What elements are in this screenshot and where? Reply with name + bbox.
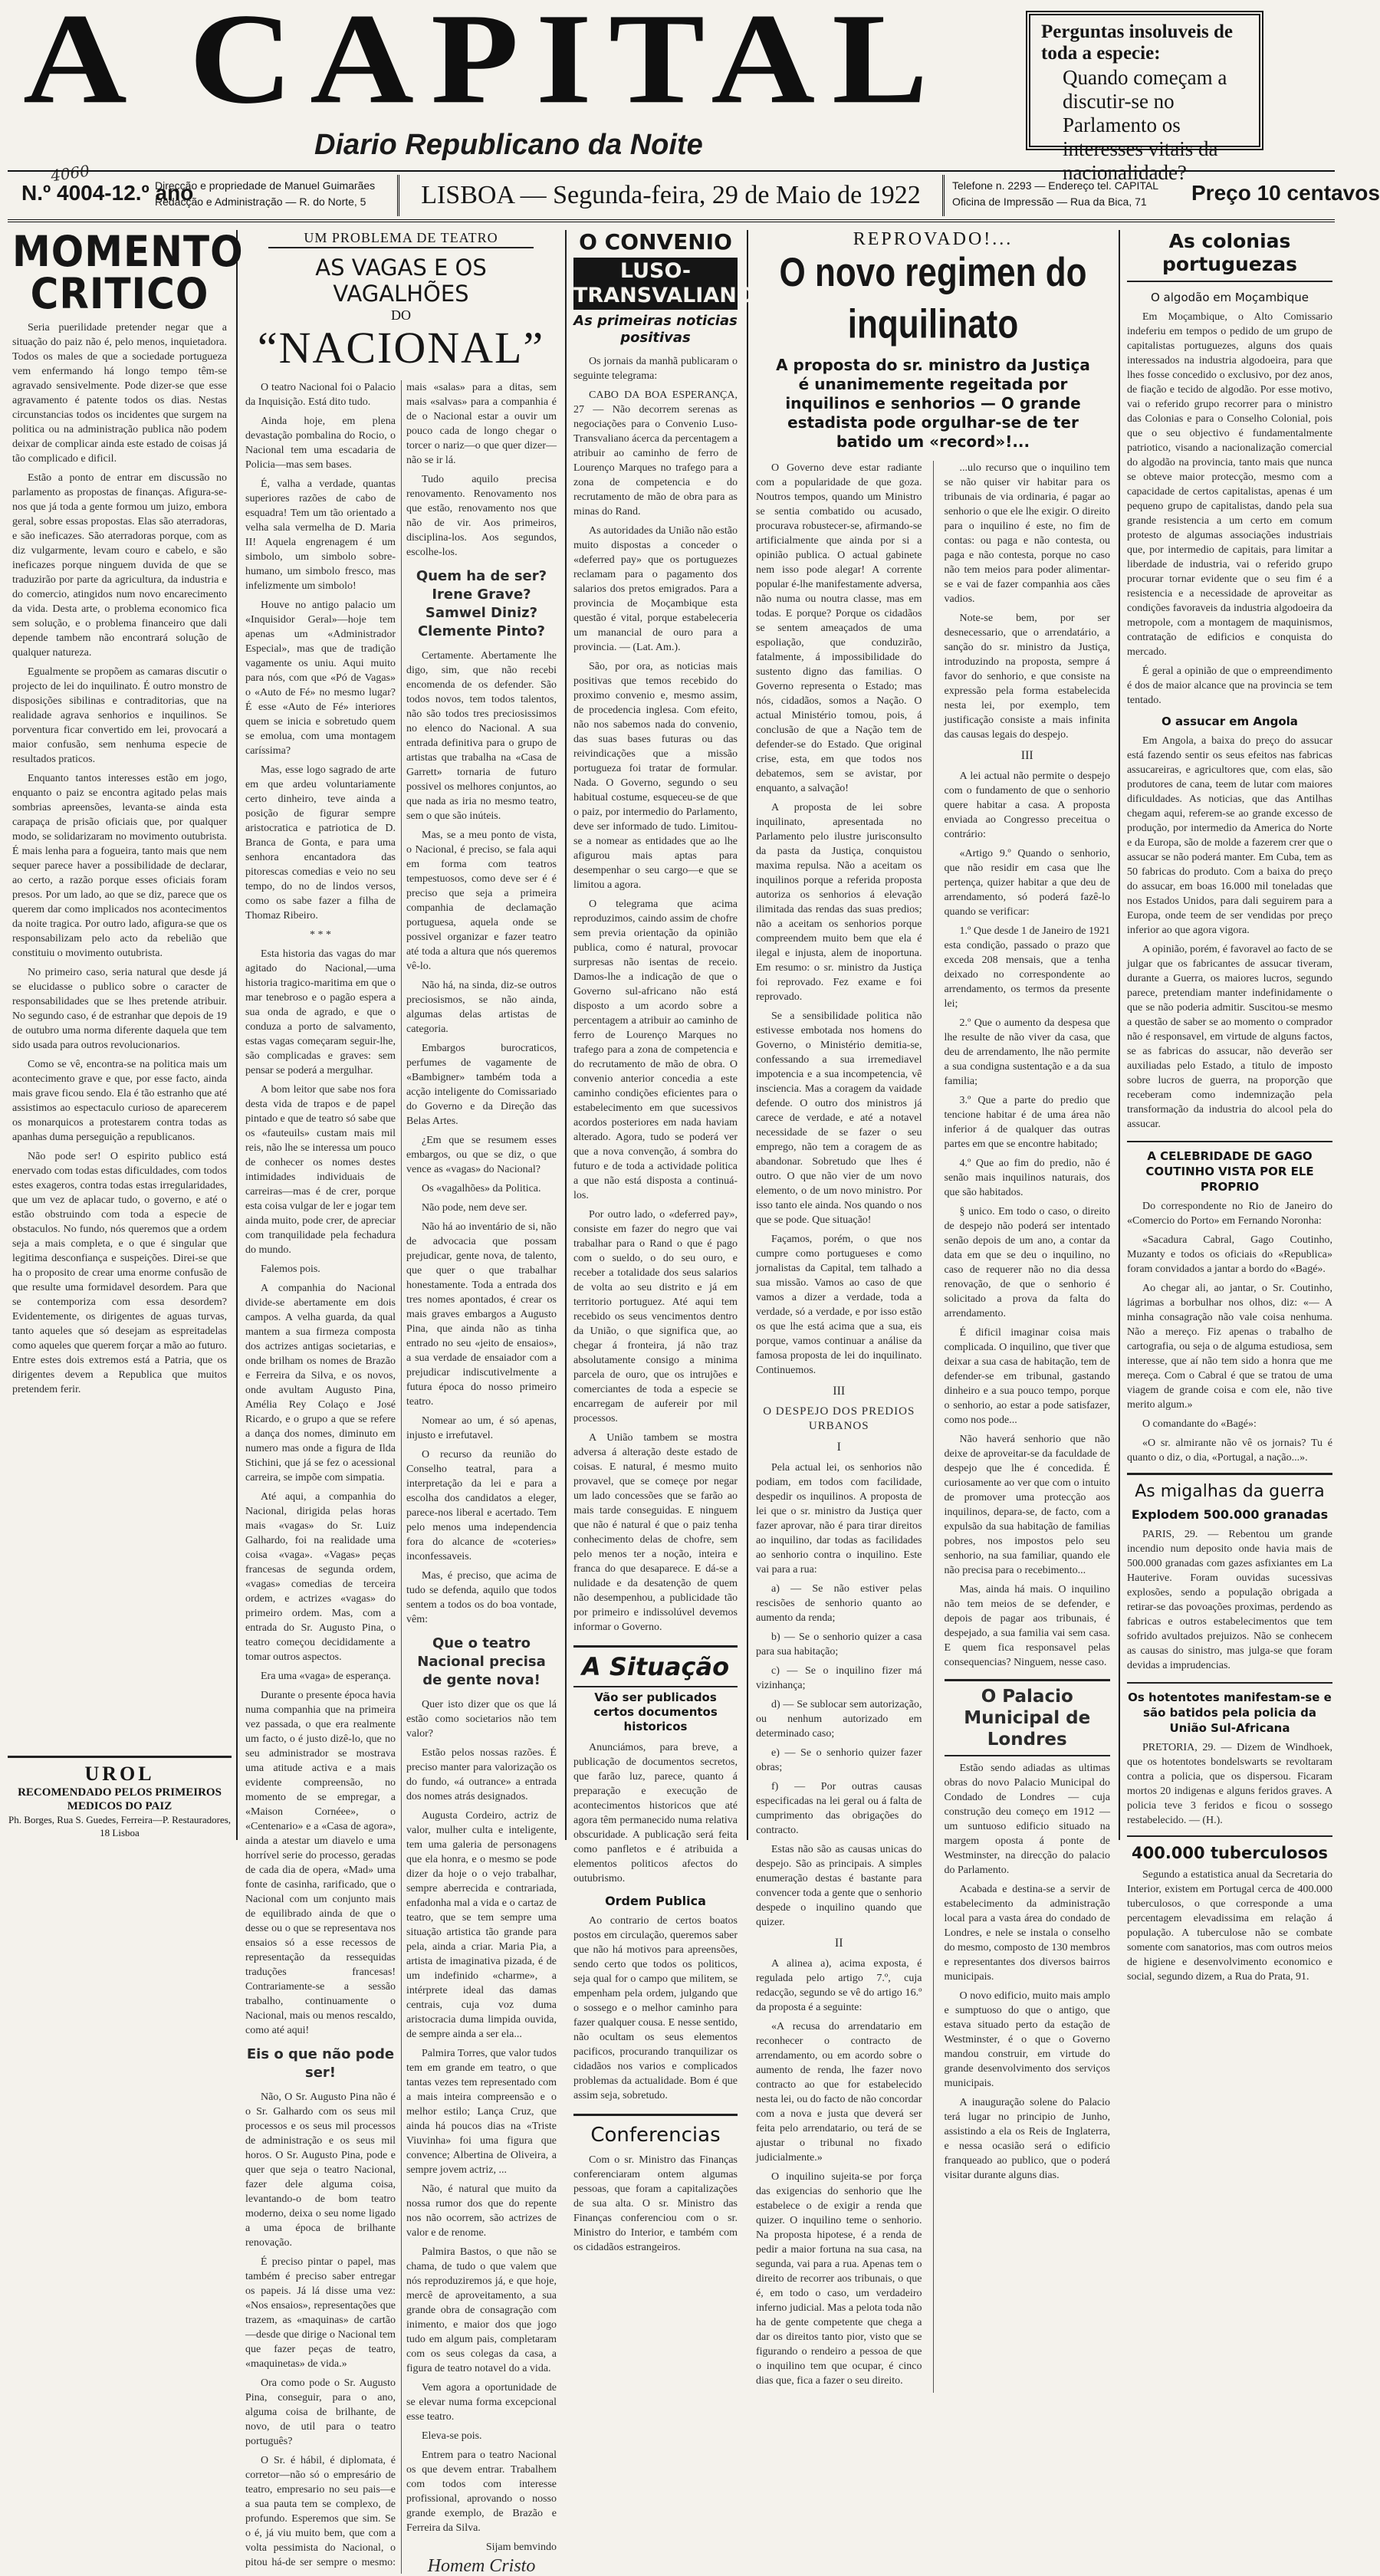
paragraph: Se a sensibilidade politica não estivesse embotada nos homens do Governo, o Ministério demitia-se, confessando a sua irremediavel impotencia e a sua incompetencia, vê insciencia. Mas a coragem da vaidade defende. O outro dos ministros já carece de verdade, e até a notavel necessidade de se fazer o seu emprego, não tem a coragem de as abandonar. Sobretudo que lhes é outro. O que não vier de um novo elemento, o de um novo ministro. Por isso tanto ele ainda. Nos quando o nos que se pode. Que situação! xyxy=(756,1010,922,1226)
article-body xyxy=(573,1914,738,2103)
paragraph: Houve no antigo palacio um «Inquisidor Geral»—hoje tem apenas um «Administrador Especial», mas que de tradição vagamente os uniu. Aqui muito para nós, com que «Pó de Vagas» o «Auto de Fé» no mesmo lugar? É esse «Auto de Fé» interiores quem se inicia e sobretudo quem se emolua, com uma montagem caríssima? xyxy=(245,600,396,757)
paragraph: Segundo a estatistica anual da Secretaria do Interior, existem em Portugal cerca de 400.000 tuberculosos, o que corresponde a uma percentagem elevadissima em relação á população. A tuberculose não se combate somente com sanatorios, mas com outros meios de higiene e desenvolvimento economico e social, segundo dizem, a Rua do Prata, 91. xyxy=(1127,1869,1332,1983)
paragraph: Certamente. Abertamente lhe digo, sim, que não recebi encomenda de os defender. São todos novos, tem todos talentos, não são todos tres preciosissimos no elenco do Nacional. A sua entrada definitiva para o grupo de artistas que trabalha na «Casa de Garrett» tornaria de futuro possivel os melhores conjuntos, ao que nada as iria no mesmo teatro, sem o que são inúteis. xyxy=(406,650,557,822)
paragraph: Ora como pode o Sr. Augusto Pina, conseguir, para o ano, alguma coisa de brilhante, de novo, de util para o teatro português? xyxy=(245,2377,396,2447)
column-rule xyxy=(236,230,238,1840)
paragraph: d) — Se sublocar sem autorização, ou nenhum autorizado em determinado caso; xyxy=(756,1699,922,1740)
price: Preço 10 centavos xyxy=(1191,181,1380,205)
inner-rule xyxy=(933,461,934,2393)
paragraph: Mas, é preciso, que acima de tudo se defenda, aquilo que todos sentem a todos os do boa vontade, vêm: xyxy=(406,1570,557,1625)
paragraph: Por outro lado, o «deferred pay», consiste em fazer do negro que vai trabalhar para o Rand o que é pago com o sueldo, o do seu ouro, e receber a totalidade dos seus salarios de volta ao seu distrito e já em territorio portuguez. Até aqui tem recebido os seus vencimentos dentro da União, o que significa que, ao chegar á fronteira, já não traz absolutamente consigo a minima parcela de ouro, que os intrujões e comerciantes de toda a especie se encarregam de aufereir por mil processos. xyxy=(573,1209,738,1424)
paragraph: a) — Se não estiver pelas rescisões de senhorio quanto ao aumento da renda; xyxy=(756,1583,922,1624)
paragraph: Estão pelos nossas razões. É preciso manter para valorização os do fundo, «á outrance» a entrada dos nomes atrás designados. xyxy=(406,1747,557,1802)
paragraph: Estas não são as causas unicas do despejo. São as principais. A simples enumeração destas é bastante para convencer toda a gente que o senhorio despede o inquilino quando que quizer. xyxy=(756,1844,922,1928)
paragraph: A proposta de lei sobre inquilinato, apresentada no Parlamento pelo ilustre jurisconsulto da pasta da Justiça, conquistou maxima repulsa. Não a aceitam os inquilinos porque a referida proposta autoriza os senhorios á elevação ilimitada das rendas das suas predios; não a aceitam os senhorios porque compreendem muito bem que ela é ilegal e injusta, alem de inoportuna. Em resumo: o sr. ministro da Justiça foi reprovado. Fez exame e foi reprovado. xyxy=(756,802,922,1003)
paragraph: ¿Em que se resumem esses embargos, ou que se diz, o que vence as «vagas» do Nacional? xyxy=(406,1135,557,1175)
subheading-documentos: Vão ser publicados certos documentos historicos xyxy=(593,1691,718,1733)
paragraph: O teatro Nacional foi o Palacio da Inquisição. Está dito tudo. xyxy=(245,382,396,408)
ad-address: Ph. Borges, Rua S. Guedes, Ferreira—P. Restauradores, 18 Lisboa xyxy=(8,1814,232,1838)
article-body xyxy=(1127,1199,1332,1465)
paragraph: Entrem para o teatro Nacional os que devem entrar. Trabalhem com todos com interesse profissional, aprovando o nosso grande exemplo, de Brazão e Ferreira da Silva. xyxy=(406,2450,557,2534)
owner-line: Direcção e propriedade de Manuel Guimarães xyxy=(155,179,376,192)
paragraph: O recurso da reunião do Conselho teatral, para a interpretação da lei e para a escolha dos candidatos a eleger, parece-nos liberal e acertado. Tem pelo menos uma independencia fora do alcance de «coteries» inconfessaveis. xyxy=(406,1449,557,1562)
paragraph: e) — Se o senhorio quizer fazer obras; xyxy=(756,1747,922,1773)
subheading: Quem ha de ser? Irene Grave? Samwel Diniz? Clemente Pinto? xyxy=(416,568,547,639)
paragraph: O Governo deve estar radiante com a popularidade de que goza. Noutros tempos, quando um Ministro se sentia combatido ou acusado, procurava robustecer-se, afirmando-se artificialmente que ainda por si a opinião publica. O actual gabinete nem isso pode alegar! A corrente popular é-lhe manifestamente adversa, não numa ou noutra classe, mas em todas. E porque? Porque os cidadãos se sentem ameaçados de uma espoliação, que conduzirão, fatalmente, á impossibilidade do sustento digno das familias. O Governo representa o Estado; mas nós, cidadãos, somos a Nação. O actual Ministério tomou, pois, á conclusão de que a Nação tem de defender-se do Estado. Que original crise, esta, em que todos nos debatemos, sem se avistar, por enquanto, a salvação! xyxy=(756,462,922,794)
article-body xyxy=(1127,734,1332,1132)
headline-situacao: A Situação xyxy=(573,1645,738,1687)
paragraph: PARIS, 29. — Rebentou um grande incendio num deposito onde havia mais de 500.000 granadas com gazes asfixiantes em La Hauterive. Foram ouvidas sucessivas explosões, sendo a população obrigada a retirar-se das povoações proximas, perdendo as fabricas e outros estabelecimentos que tem sofrido avultados prejuizos. Não se conhecem as causas do sinistro, mas julga-se que foram devidas a imprudencias. xyxy=(1127,1529,1332,1671)
paragraph: Não pode ser! O espirito publico está enervado com todas estas dificuldades, com todos estes exageros, contra todas estas irregularidades, que um vez de aplacar tudo, o governo, e até o estão obstruindo com toda a especie de obstaculos. No fundo, nós queremos que a ordem seja a mais completa, e o que é singular que legitima desconfiança e suspeições. Direi-se que ha o proposito de crear uma enorme confusão de que resulte uma formidavel desordem. Para que se contemporiza com essa desordem? Evidentemente, os dirigentes de aguas turvas, tanto aqueles que só desejam as espreitadelas como aqueles que querem forçar a mão ao futuro. Entre estes dois extremos está a Patria, que os dirigentes devem a Republica que muitos pretendem ferir. xyxy=(12,1151,227,1395)
headline-connector: DO xyxy=(391,307,411,323)
paragraph: Esta historia das vagas do mar agitado do Nacional,—uma historia tragico-maritima em que o mar tenebroso e o pagão espera a sua onda de agrado, e que o conduza a porto de salvamento, estas vagas começaram seguir-lhe, são complicadas e graves: sem pensar se poderá a mergulhar. xyxy=(245,948,396,1076)
paragraph: 3.º Que a parte do predio que tencione habitar é de uma área não inferior á de qualquer das outras partes em que se encontre habitado; xyxy=(944,1095,1110,1150)
paragraph: O Sr. é hábil, é diplomata, é corretor—não só o empresário de teatro, empresario no seu pais—e a sua pauta tem se complexo, de profundo. Esperemos que sim. Se o é, já viu muito bem, que com a volta pessimista do Nacional, o pitou há-de ser sempre o mesmo: mais «salas» para a ditas, sem mais «salvas» para a companhia é de o Nacional estar a ouvir um pouco cada de longo chegar o torcer o nariz—o que quer dizer—não se ir lá. xyxy=(245,382,557,2568)
paragraph: c) — Se o inquilino fizer má vizinhança; xyxy=(756,1665,922,1691)
paragraph: Estão sendo adiadas as ultimas obras do novo Palacio Municipal do Condado de Londres — cuja construção deu começo em 1912 — um suntuoso edificio situado na margem oposta á ponte de Westminster, na direcção do palacio do Parlamento. xyxy=(944,1763,1110,1876)
paragraph: É geral a opinião de que o empreendimento é dos de maior alcance que na provincia se tem tentado. xyxy=(1127,665,1332,706)
subheading-algodao: O algodão em Moçambique xyxy=(1150,291,1309,304)
paragraph: Não há ao inventário de si, não de advocacia que possam prejudicar, gente nova, de talento, que quer o que trabalhar honestamente. Toda a entrada dos tres nomes apontados, é crear os mais graves embargos a Augusto Pina, que ainda não as tinha entrado no seu «jeito de ensaios», a sua verdade de ensaiador com a prejudicar indiscutivelmente a futura época do nosso primeiro teatro. xyxy=(406,1221,557,1408)
question-box-text: Quando começam a discutir-se no Parlamento os interesses vitais da nacionalidade? xyxy=(1063,66,1227,184)
paragraph: Mas, esse logo sagrado de arte em que ardeu voluntariamente certo dinheiro, teve ainda a posição de figurar sempre aristocratica e patriotica de D. Branca de Gonta, e para uma senhora encantadora das pitorescas comedias e veio no seu tempo, do no de lindos versos, como os sabe fazer a filha de Thomaz Ribeiro. xyxy=(245,764,396,922)
paragraph: Os jornais da manhã publicaram o seguinte telegrama: xyxy=(573,356,738,382)
date-line: LISBOA — Segunda-feira, 29 de Maio de 1922 xyxy=(397,175,945,216)
phone-info xyxy=(952,178,1158,210)
section-number: II xyxy=(834,1937,843,1950)
article-body xyxy=(1127,310,1332,708)
column-rule xyxy=(1119,230,1120,1840)
paragraph: Durante o presente época havia numa companhia que na primeira vez passada, o que era realmente um facto, o é justo dizê-lo, que no seu administrador se mostrava uma atitude activa e a mais evidente compreensão, no momento de se empregar, a «Maison Cornéee», o «Centenario» e a «Casa de agora», ainda a atestar um diavelo e uma horrível serie do processo, geradas de cada dia de opera, «Mad» uma fonte de casinha, rarificado, que o Nacional com um conjunto mais de equilibrado ainda de que o desse ou o que se representava nos ensaios só a esse recessos de representação da ressequidas traduções francesas! Contrariamente-se a sessão trabalho, continuamente o Nacional, mais ou menos rescaldo, como até aqui! xyxy=(245,1690,396,2036)
paragraph: As autoridades da União não estão muito dispostas a conceder o «deferred pay» que os portuguezes reclamam para o pagamento dos salarios dos pretos emigrados. Para a provincia de Moçambique esta questão é vital, porque estabeleceria um manancial de ouro para a provincia. — (Lat. Am.). xyxy=(573,525,738,653)
paragraph: A lei actual não permite o despejo com o fundamento de que o senhorio quere habitar a casa. A proposta enviada ao Congresso preceitua o contrário: xyxy=(944,770,1110,840)
paragraph: f) — Por outras causas especificadas na lei geral ou á falta de cumprimento das obrigações do contracto. xyxy=(756,1781,922,1836)
urol-advertisement xyxy=(8,1756,232,1838)
article-body xyxy=(1127,1868,1332,1984)
article-body xyxy=(12,320,227,1397)
paragraph: Era uma «vaga» de esperança. xyxy=(261,1671,391,1682)
ad-recommendation: RECOMENDADO PELOS PRIMEIROS MEDICOS DO PAIZ xyxy=(18,1786,222,1812)
paragraph: São, por ora, as noticias mais positivas que temos recebido do proximo convenio e, mesmo assim, de procedencia inglesa. Com efeito, não nos sabemos nada do convenio, das suas bases futuras ou das reivindicações que a missão portugueza foi tratar de formular. Nada. O Governo, segundo o seu habitual costume, esqueceu-se de que o paiz, por intermedio do Parlamento, deve ser informado de tudo. Limitou-se a nomear as entidades que ao lhe afigurou mais aptas para desempenhar o seu cargo—e que se limitou a agora. xyxy=(573,661,738,891)
handwritten-number: 4060 xyxy=(49,161,91,186)
paragraph: O telegrama que acima reproduzimos, caindo assim de chofre sem previa orientação da opinião publica, como é natural, provocar surpresas não isentas de receio. Damos-lhe a indicação de que o Governo sul-africano não está disposto a um acordo sobre a percentagem a atribuir ao caminho de ferro de Lourenço Marques no trafego para a zona de competencia e do recrutamento de mão de obra. O convenio anterior concedia a este caminho condições eficientes para o estabelecimento em que sucessivos acordos posteriores em nada haviam alterado. Agora, tudo se poderá ver que a nova convenção, á sombra do futuro e de toda a actividade politica a que não está disposta a continuá-los. xyxy=(573,899,738,1201)
paragraph: PRETORIA, 29. — Dizem de Windhoek, que os hotentotes bondelswarts se revoltaram contra a policia, que os dispersou. Ficaram mortos 20 indigenas e alguns feridos graves. A policia teve 3 feridos e ficou o sossego restabelecido. — (H.). xyxy=(1127,1742,1332,1826)
paragraph: Mas, se a meu ponto de vista, o Nacional, é preciso, se fala aqui em forma com teatros tempestuosos, como deve ser é é preciso que seja a primeira companhia de declamação portuguesa, aquela onde se possivel organizar e fazer teatro até toda a altura que nós queremos vê-lo. xyxy=(406,830,557,972)
column-inquilinato xyxy=(751,229,1115,2387)
paragraph: Acabada e destina-se a servir de estabelecimento da administração local para a vasta área do condado de Londres, e nele se instala o conselho do mesmo, composto de 130 membros e representantes dos diversos bairros municipais. xyxy=(944,1884,1110,1983)
paragraph: b) — Se o senhorio quizer a casa para sua habitação; xyxy=(756,1631,922,1658)
subheading-gago-coutinho: A CELEBRIDADE DE GAGO COUTINHO VISTA POR ELE PROPRIO xyxy=(1127,1141,1332,1194)
headline-tuberculosos: 400.000 tuberculosos xyxy=(1127,1835,1332,1863)
paragraph: Tudo aquilo precisa renovamento. Renovamento nos que estão, renovamento nos que não de vir. Aos primeiros, disciplina-los. Aos segundos, escolhe-los. xyxy=(406,474,557,558)
paragraph: Enquanto tantos interesses estão em jogo, enquanto o paiz se encontra agitado pelas mais sombrias apreensões, levanta-se ainda esta carapaça de prisão oficiais que, por qualquer modo, se solidarizaram no movimento outubrista. É mais lenha para a fogueira, tanto mais que nem sequer parece haver a possibilidade de declarar, ao certo, a razão porque esses oficiais foram presos. Por um lado, ao que se diz, parece que os querem dar como implicados nos acontecimentos da noite tragica. Por outro lado, afigura-se que os responsabilizam pelo acto da rebelião que constituiu o movimento outubrista. xyxy=(12,773,227,959)
paragraph: ...ulo recurso que o inquilino tem se não quiser vir habitar para os tribunais de via ordinaria, é pagar ao senhorio o que ele lhe exigir. O direito para o inquilino é este, no fim de contas: ou paga e não contesta, ou paga e não contesta, porque no caso não tem meios para poder alimentar-se e vai de fazer companhia aos cães vadios. xyxy=(944,462,1110,605)
paragraph: O novo edificio, muito mais amplo e sumptuoso do que o antigo, que estava situado perto da estação de Westminster, é o que o Governo mandou construir, em virtude do grande desenvolvimento dos serviços municipais. xyxy=(944,1990,1110,2089)
newspaper-title: A CAPITAL xyxy=(23,0,945,131)
subheading: Eis o que não pode ser! xyxy=(246,2046,395,2081)
paragraph: Seria puerilidade pretender negar que a situação do paiz não é, pelo menos, inquietadora. Todos os males de que a sociedade portugueza vem enfermando há longo tempo têm-se agravado sensivelmente. Pode dizer-se que esse agravamento é patente todos os dias. Nestas circunstancias todos os incidentes que surgem na politica ou na administração publica não podem deixar de complicar ainda este estado de coisas já tão complicado e dificil. xyxy=(12,322,227,465)
section-number: III xyxy=(1020,749,1033,762)
paragraph: Não, é natural que muito da nossa rumor dos que do repente nos não ocorrem, são actrizes de valor e de renome. xyxy=(406,2183,557,2239)
headline-novo-regimen: O novo regimen do inquilinato xyxy=(779,250,1087,347)
paragraph: Estão a ponto de entrar em discussão no parlamento as propostas de finanças. Afigura-se-nos que já toda a gente formou um juizo, embora geral, sobre essas propostas. Elas são aterradoras, e são ineficazes. São aterradoras porque, com as diz vulgarmente, levam couro e cabelo, e são ineficazes porque ninguem duvida de que se traduzirão por parte da agricultura, da industria e do comercio, atingidos num novo encarecimento da vida. Desta arte, o problema economico fica sem solução, e o problema financeiro que dali depende tambem não encontrará solução de qualquer natureza. xyxy=(12,472,227,659)
deck-proposta: A proposta do sr. ministro da Justiça é unanimemente regeitada por inquilinos e senhorios — O grande estadista pode orgulhar-se de ter batido um «record»!... xyxy=(776,356,1090,451)
paragraph: Ao contrario de certos boatos postos em circulação, queremos saber que não há motivos para apreensões, sendo certo que todos os politicos, seja qual for o campo que militem, se empenham pela ordem, julgando que o sossego e o melhor caminho para fazer qualquer cousa. E nesse sentido, não ocultam os seus elementos pacificos, procurando tranquilizar os cidadãos nos varios e complicados problemas da actualidade. Bom é que assim seja, sobretudo. xyxy=(573,1915,738,2101)
two-column-body xyxy=(756,461,1110,2393)
paragraph: Anunciámos, para breve, a publicação de documentos secretos, que farão luz, parece, quanto á preparação e execução de acontecimentos historicos que até agora têm permanecido numa relativa obscuridade. A publicação será feita como panfletos e é atribuida a elementos politicos afectos do outubrismo. xyxy=(573,1742,738,1884)
section-number: III xyxy=(833,1385,846,1398)
phone-line: Telefone n. 2293 — Endereço tel. CAPITAL xyxy=(952,179,1159,192)
address-line: Redacção e Administração — R. do Norte, 5 xyxy=(155,196,366,208)
subheading-despejo: O DESPEJO DOS PREDIOS URBANOS xyxy=(763,1405,915,1432)
paragraph: Em Angola, a baixa do preço do assucar está fazendo sentir os seus efeitos nas fabricas assucareiras, e agricultores que, com elas, são produtores de cana, teem de lutar com maiores dificuldades. As noticias, que das Antilhas chegam aqui, referem-se ao grande excesso de produção, por intermedio da America do Norte e da Europa, são de molde a fazerem crer que o assucar se não poderá manter. Em Cuba, tem as 50 fabricas do produto. Com a baixa do preço do assucar, em boas 16.000 mil toneladas que nos Estados Unidos, para dali seguirem para a Europa, onde teem de ser vendidas por preço inferior ao que agora vigora. xyxy=(1127,735,1332,936)
paragraph: Façamos, porém, o que nos cumpre como portugueses e como jornalistas da Capital, tem talhado a sua missão. Vamos ao caso de que vamos a dizer a verdade, toda a verdade, só a verdade, e por isso estão os que lhe está acima que a sua, eis porque, vamos continuar a análise da famosa proposta de lei do inquilinato. Continuemos. xyxy=(756,1234,922,1376)
paragraph: O inquilino sujeita-se por força das exigencias do senhorio que lhe estabelece o de exigir a renda que quizer. O inquilino teme o senhorio. Na proposta hipotese, é a renda de pedir a maior fortuna na sua casa, na segunda, vai para a rua. Apenas tem o direito de recorrer aos tribunais, o que é, em todo o caso, um verdadeiro inferno judicial. Mas a pelota toda não ha de gente competente que chega a dar os direitos tanto pior, visto que se figurando o rendeiro a pessoa de que o inquilino tem que ocupar, é cinco dias que, fica a fazer o seu direito. xyxy=(756,2171,922,2387)
issue-number: N.º 4004-12.º ano xyxy=(21,181,194,205)
paragraph: Palmira Bastos, o que não se chama, de tudo o que valem que nós reproduziremos já, e que hoje, mercê de aproveitamento, a sua grande obra de consagração com inimento, e maior dos que jogo tudo em algum pais, completaram com os seus colegas da casa, a figura de teatro notavel do a vida. xyxy=(406,2246,557,2374)
article-body xyxy=(573,1740,738,1886)
article-body xyxy=(1127,1740,1332,1828)
paragraph: É preciso pintar o papel, mas também é preciso saber entregar os papeis. Já lá disse uma vez: «Nos ensaios», representações que trazem, as «maquinas» de cartão—desde que dirige o Nacional tem que fazer peças de teatro, «maquinetas» de vida.» xyxy=(245,2256,396,2370)
paragraph: No primeiro caso, seria natural que desde já se elucidasse o publico sobre o caracter de responsabilidades que se lhes pretende atribuir. No segundo caso, é de estranhar que depois de 19 de outubro uma norma diferente daquela que tem sido usada para outros revolucionarios. xyxy=(12,967,227,1051)
author-signature: Homem Cristo xyxy=(427,2556,536,2576)
headline-vagas: AS VAGAS E OS VAGALHÕES xyxy=(315,255,487,307)
paragraph: Ao chegar ali, ao jantar, o Sr. Coutinho, lágrimas a borbulhar nos olhos, diz: «— A minha consagração não vale coisa nenhuma. Não a mereço. Fiz apenas o trabalho de cartografia, ou seja o de alguma estudiosa, sem interesse, que aí não tem sido a honra que me mereça. Com o Cabral é que se tratou de uma viagem de grande coisa e com ele, não tive merito algum.» xyxy=(1127,1283,1332,1411)
paragraph: 1.º Que desde 1 de Janeiro de 1921 esta condição, passado o prazo que exceda 208 mensais, que a tenha deixado no correspondente ao arrendamento, os termos da presente lei; xyxy=(944,925,1110,1010)
info-bar xyxy=(8,170,1380,222)
headline-convenio: O CONVENIO xyxy=(579,229,732,255)
paragraph: Não haverá senhorio que não deixe de aproveitar-se da faculdade de despejo que lhe é concedida. É curiosamente ao ver que com o intuito de promover uma protecção aos inquilinos, depara-se, de facto, com a expulsão da sua habitação de familias pobres, nos impostos pelo seu senhorio, na sua familiar, quando ele não precisa para o recebimento... xyxy=(944,1434,1110,1576)
section-number: I xyxy=(836,1441,841,1454)
kicker-reprovado: REPROVADO!... xyxy=(853,229,1014,249)
paragraph: Egualmente se propõem as camaras discutir o projecto de lei do inquilinato. É outro monstro de disposições sibilinas e contraditorias, que na realidade agrava senhorios e inquilinos. Se porventura ficar convertido em lei, provocará a maior confusão, sem nenhuma especie de resultados praticos. xyxy=(12,666,227,765)
paragraph: É, valha a verdade, quantas superiores razões de cabo de esquadra! Tem um tão orientado a velha sala vermelha de D. Maria II! Aquela engrenagem é um simbolo, um simbolo sobre-humano, um simbolo fresco, mas infelizmente um simbolo! xyxy=(245,478,396,592)
masthead xyxy=(0,0,1380,209)
paragraph: Até aqui, a companhia do Nacional, dirigida pelas horas mais «vagas» do Sr. Luiz Galhardo, foi na realidade uma coisa «vaga». «Vagas» peças francesas de segunda ordem, «vagas» comedias de terceira ordem, e actrizes «vagas» do primeiro ordem. Mas, com a entrada do Sr. Augusto Pina, o teatro começou decididamente a tomar outros aspectos. xyxy=(245,1491,396,1663)
paragraph: 2.º Que o aumento da despesa que lhe resulte de não viver da casa, que deu de arrendamento, lhe não permite a sua condigna sustentação e a da sua familia; xyxy=(944,1017,1110,1087)
article-body xyxy=(1127,1527,1332,1673)
subheading-explodem: Explodem 500.000 granadas xyxy=(1131,1507,1329,1522)
paragraph: A bom leitor que sabe nos fora desta vida de trapos e de papel pintado e que de teatro só sabe que os «fauteuils» custam mais mil reis, não lhe se interessa um pouco de conhecer os nomes destes intimidades individuais de carreiras—mas é de crer, porque esta coisa vulgar de ler e jogar tem ainda muito, pode crer, de apreciar com tranquilidade pela fechadura do mundo. xyxy=(245,1084,396,1256)
subheading-hotentotes: Os hotentotes manifestam-se e são batidos pela policia da União Sul-Africana xyxy=(1127,1682,1332,1736)
column-momento-critico xyxy=(8,227,244,1752)
paragraph: 4.º Que ao fim do predio, não é senão mais inquilinos naturais, dos que são habitados. xyxy=(944,1158,1110,1198)
paragraph: Pela actual lei, os senhorios não podiam, em todos com facilidade, despedir os inquilinos. A proposta de lei que o sr. ministro da Justiça quer fazer aprovar, não é para tirar direitos ao inquilino, dar todas as facilidades ao senhorio contra o inquilino. Este vai para a rua: xyxy=(756,1462,922,1576)
owner-info xyxy=(155,178,375,210)
headline-palacio-londres: O Palacio Municipal de Londres xyxy=(945,1679,1111,1756)
paragraph: A companhia do Nacional divide-se abertamente em dois campos. A velha guarda, da qual mantem a sua firmeza composta dos actrizes antigas societarias, e onde brilham os nomes de Brazão e Ferreira da Silva, e os novos, onde avultam Augusto Pina, Amélia Rey Colaço e José Ricardo, e o grupo a que se refere a dança dos nomes, diminuto em numero mas onde a figura de Ilda Stichini, que já se fez o acessional carreira, se impõe com simpatia. xyxy=(245,1283,396,1484)
paragraph: «Artigo 9.º Quando o senhorio, que não residir em casa que lhe pertença, quizer habitar a que deu de arrendamento, só poderá fazê-lo quando se verificar: xyxy=(944,848,1110,918)
paragraph: Não há, na sinda, diz-se outros preciosismos, se não ainda, algumas delas artistas de categoria. xyxy=(406,980,557,1035)
kicker-teatro: UM PROBLEMA DE TEATRO xyxy=(268,230,534,248)
newspaper-subtitle: Diario Republicano da Noite xyxy=(314,129,703,161)
paragraph: «Sacadura Cabral, Gago Coutinho, Muzanty e todos os oficiais do «Republica» foram convidados a jantar a bordo do «Bagé». xyxy=(1127,1234,1332,1275)
paragraph: Embargos burocraticos, perfumes de vagamente de «Bambigner» também toda a acção inteligente do Comissariado do Governo e da Direção das Belas Artes. xyxy=(406,1043,557,1127)
headline-conferencias: Conferencias xyxy=(573,2114,738,2148)
paragraph: Não, O Sr. Augusto Pina não é o Sr. Galhardo com os seus mil processos e os seus mil processos de administração e os seus mil horos. O Sr. Augusto Pina, pode e quer que seja o teatro Nacional, fazer dele alguma coisa, levantando-o de bom teatro moderno, deixa o seu nome ligado a uma época de brilhante renovação. xyxy=(245,2091,396,2249)
article-body xyxy=(573,354,738,1635)
paragraph: A opinião, porém, é favoravel ao facto de se julgar que os fabricantes de assucar tiveram, durante a Guerra, os maiores lucros, segundo parece, pretendiam manter indefinidamente o que se não poderia admitir. Suscitou-se mesmo a questão de saber se ao momento o comprador não é responsavel, em virtude de alguns factos, se as fabricas do assucar, não deverão ser auxiliadas pelo Estado, a titulo de imposto sobre lucros de guerra, na proporção que receberam como indemnização pela transformação da industria do alcool pela do assucar. xyxy=(1127,944,1332,1130)
paragraph: «A recusa do arrendatario em reconhecer o contracto de arrendamento, ou em acordo sobre o aumento de renda, lhe fazer novo contracto ao que for estabelecido nesta lei, ou do facto de não concordar com a nova e justa que deverá ser feita pelo arrendatario, ou terá de se ajustar o tribunal no fixado judicialmente.» xyxy=(756,2021,922,2164)
paragraph: Como se vê, encontra-se na politica mais um acontecimento grave e que, por esse facto, ainda mais grave ficou sendo. Ela é tão estranho que até assistimos ao espectaculo curioso de aparecerem os monarquicos a protestarem contra todas as apanhas duma perseguição a republicanos. xyxy=(12,1059,227,1143)
paragraph: Eleva-se pois. xyxy=(422,2430,482,2442)
paragraph: A inauguração solene do Palacio terá lugar no principio de Junho, assistindo a ela os Reis de Inglaterra, e nessa ocasião será o edificio franqueado ao publico, que o poderá visitar durante alguns dias. xyxy=(944,2097,1110,2181)
paragraph: Note-se bem, por ser desnecessario, que o arrendatário, a sanção do sr. ministro da Justiça, introduzindo na proposta, sempre á favor do senhorio, e que consiste na expressão pela forma estabelecida nesta lei, por exemplo, tem justificação consiste a mais infinita das causas legais do despejo. xyxy=(944,613,1110,741)
article-body xyxy=(245,380,557,2574)
paragraph: Vem agora a oportunidade de se elevar numa forma excepcional esse teatro. xyxy=(406,2382,557,2423)
section-break: * * * xyxy=(310,929,331,941)
question-box xyxy=(1026,11,1263,184)
headline-momento-critico: MOMENTO CRITICO xyxy=(12,227,244,319)
paragraph: É dificil imaginar coisa mais complicada. O inquilino, que tiver que deixar a sua casa de habitação, tem de defender-se em tribunal, gastando dinheiro e a sua pouco tempo, porque o senhorio, ao estar a pode satisfazer, como nos pode... xyxy=(944,1327,1110,1426)
headline-colonias: As colonias portuguezas xyxy=(1127,230,1332,282)
column-teatro-nacional xyxy=(241,230,561,2576)
paragraph: Quer isto dizer que os que lá estão como societarios não tem valor? xyxy=(406,1699,557,1740)
subheading: Que o teatro Nacional precisa de gente nova! xyxy=(417,1635,546,1688)
article-body-left xyxy=(756,461,922,2393)
question-box-heading: Perguntas insoluveis de toda a especie: xyxy=(1041,21,1234,64)
paragraph: Os «vagalhões» da Politica. xyxy=(422,1183,541,1194)
headline-migalhas: As migalhas da guerra xyxy=(1127,1473,1332,1503)
column-convenio xyxy=(569,229,754,2253)
headline-luso-transvaliano: LUSO-TRANSVALIANO xyxy=(573,258,738,310)
subheading-ordem-publica: Ordem Publica xyxy=(605,1894,706,1908)
paragraph: Augusta Cordeiro, actriz de valor, mulher culta e inteligente, tem uma galeria de personagens que ela honra, e o mesmo se pode dizer da hoje o o vejo trabalhar, sempre aberrecida e contrariada, enfadonha mal a vida e o cartaz de teatro, que se tem sempre uma situação artistica tão grande para pela, ainda a criar. Maria Pia, a artista de imaginativa pizada, é de um indefinido «charme», a intérprete ideal das damas centrais, cuja voz duma aristocracia duma limpida ouvida, de sempre ainda a ser ela... xyxy=(406,1810,557,2040)
paragraph: Em Moçambique, o Alto Comissario indeferiu em tempos o pedido de um grupo de capitalistas portuguezes, alguns dos quais interessados na industria algodoeira, para que lhes fosse concedido o exclusivo, por dez anos, de fiação e tecido de algodão. Por esse motivo, vai o referido grupo recorrer para o ministro das Colonias e para o Conselho Colonial, pois que o seu objectivo é fundamentalmente patriotico, visando a nacionalização comercial do algodão na provincia, tanto mais que nunca se obteve maior protecção, mesmo com a capacidade de certos capitalistas, apenas é um pequeno grupo de capitalistas, dando pela sua grande resistencia a um certo em comum protesto de algumas associações industriais que, por intermedio de capitais, para limitar a liberdade de industria, vai o referido grupo procurar tornar evidente que o seu fim é a resistencia e a necessidade de aproveitar as condições favoraveis da industria algodoeira da metropole, com a montagem de maquinismos, contratação de edificios e conquista do mercado. xyxy=(1127,311,1332,658)
paragraph: Não pode, nem deve ser. xyxy=(422,1202,527,1214)
article-body-right xyxy=(945,461,1111,2393)
paragraph: § unico. Em todo o caso, o direito de despejo não poderá ser intentado senão depois de um ano, a contar da data em que se deu o inquilino, no caso de requerer não no dia dessa renovação, de que o senhorio é solicitado a prova da falta do arrendamento. xyxy=(944,1206,1110,1319)
column-rule xyxy=(565,230,567,1840)
printing-line: Oficina de Impressão — Rua da Bica, 71 xyxy=(952,196,1147,208)
deck-primeiras-noticias: As primeiras noticias positivas xyxy=(573,313,738,346)
paragraph: O comandante do «Bagé»: xyxy=(1142,1418,1257,1430)
paragraph: Palmira Torres, que valor tudos tem em grande em teatro, o que tantas vezes tem representado com a mais inteira compreensão e o melhor estilo; Lança Cruz, que ainda há poucos dias na «Triste Viuvinha» foi uma figura que convence; Albertina de Oliveira, a sempre jovem actriz, ... xyxy=(406,2048,557,2176)
paragraph: Falemos pois. xyxy=(261,1263,320,1275)
paragraph: Mas, ainda há mais. O inquilino não tem meios de se defender, e depois de pagar aos tribunais, é despejado, a sua familia vai sem casa. E quem fica responsavel pelas consequencias? Ninguem, nesse caso. xyxy=(944,1584,1110,1668)
paragraph: A União tambem se mostra adversa á alteração deste estado de coisas. E natural, é mesmo muito provavel, que se começe por negar um lado concessões que se farão ao mais tarde conseguidas. E ninguem que não é natural é que o paiz tenha conhecimento delas de chofre, sem pelo menos ter a noção, inteira e franca do que desaparece. E dá-se a nulidade e da desatenção de quem não desempenhou, a publicidade tão por primeiro e indissolúvel devemos informar o Governo. xyxy=(573,1432,738,1633)
ad-brand: UROL xyxy=(84,1763,155,1785)
paragraph: Do correspondente no Rio de Janeiro do «Comercio do Porto» em Fernando Noronha: xyxy=(1127,1201,1332,1227)
headline-nacional: “NACIONAL” xyxy=(257,323,545,373)
paragraph: Ainda hoje, em plena devastação pombalina do Rocio, o Nacional tem uma escadaria de Policia—mas sem bases. xyxy=(245,416,396,471)
signoff: Sijam bemvindo xyxy=(485,2542,557,2553)
paragraph: CABO DA BOA ESPERANÇA, 27 — Não decorrem serenas as negociações para o Convenio Luso-Transvaliano ácerca da percentagem a atribuir ao caminho de ferro de Lourenço Marques no trafego para a zona de competencia e do recrutamento de mão de obra para as minas do Rand. xyxy=(573,389,738,518)
paragraph: A alinea a), acima exposta, é regulada pelo artigo 7.º, cuja redacção, segundo se vê do artigo 16.º da proposta é a seguinte: xyxy=(756,1958,922,2013)
paragraph: Com o sr. Ministro das Finanças conferenciaram ontem algumas pessoas, que foram a capitalizações de sua alta. O sr. Ministro das Finanças conferenciou com o sr. Ministro do Interior, e também com os cidadãos estrangeiros. xyxy=(573,2154,738,2253)
paragraph: «O sr. almirante não vê os jornais? Tu é quanto o diz, o dia, «Portugal, a nação...». xyxy=(1127,1438,1332,1464)
subheading-assucar: O assucar em Angola xyxy=(1162,715,1298,728)
article-body xyxy=(573,2153,738,2255)
column-rule xyxy=(747,230,748,1840)
column-colonias xyxy=(1122,230,1337,1983)
paragraph: Nomear ao um, é só apenas, injusto e irrefutavel. xyxy=(406,1415,557,1441)
